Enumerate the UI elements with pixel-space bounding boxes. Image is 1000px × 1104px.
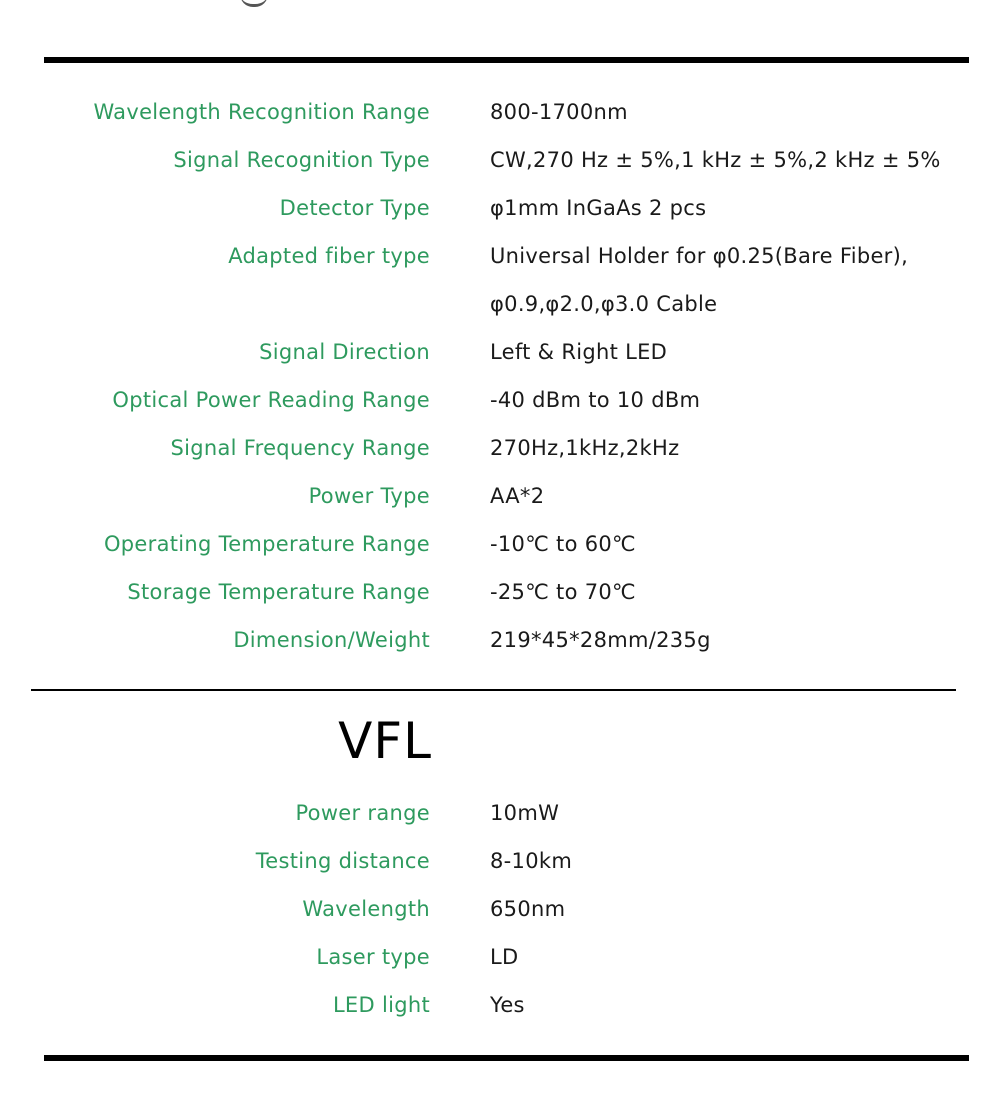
spec-value: -25℃ to 70℃	[490, 580, 636, 604]
spec-label: Optical Power Reading Range	[112, 388, 430, 412]
spec-row-signal-recognition-type	[0, 136, 1000, 184]
bottom-divider	[44, 1055, 969, 1061]
spec-label: Power Type	[308, 484, 430, 508]
spec-row-led-light	[0, 981, 1000, 1029]
spec-row-adapted-fiber-type-continued	[0, 280, 1000, 328]
spec-value: CW,270 Hz ± 5%,1 kHz ± 5%,2 kHz ± 5%	[490, 148, 941, 172]
spec-value: Left & Right LED	[490, 340, 668, 364]
spec-label: Dimension/Weight	[233, 628, 430, 652]
spec-table-vfl	[0, 789, 1000, 1029]
spec-label: Signal Direction	[259, 340, 430, 364]
spec-label: Laser type	[316, 945, 430, 969]
spec-row-signal-direction	[0, 328, 1000, 376]
spec-row-power-range	[0, 789, 1000, 837]
spec-label: Adapted fiber type	[228, 244, 430, 268]
spec-row-power-type	[0, 472, 1000, 520]
spec-row-operating-temperature-range	[0, 520, 1000, 568]
spec-value: 270Hz,1kHz,2kHz	[490, 436, 680, 460]
spec-value: 8-10km	[490, 849, 573, 873]
spec-row-wavelength-recognition-range	[0, 88, 1000, 136]
spec-row-adapted-fiber-type	[0, 232, 1000, 280]
spec-value: LD	[490, 945, 519, 969]
spec-value: 650nm	[490, 897, 566, 921]
spec-row-storage-temperature-range	[0, 568, 1000, 616]
spec-label: Wavelength Recognition Range	[93, 100, 430, 124]
spec-value: AA*2	[490, 484, 545, 508]
spec-label: Detector Type	[279, 196, 430, 220]
spec-row-detector-type	[0, 184, 1000, 232]
spec-value: -10℃ to 60℃	[490, 532, 636, 556]
spec-value: Universal Holder for φ0.25(Bare Fiber),	[490, 244, 909, 268]
spec-value: 219*45*28mm/235g	[490, 628, 711, 652]
spec-label: Signal Frequency Range	[170, 436, 430, 460]
spec-value: 10mW	[490, 801, 560, 825]
spec-value: Yes	[490, 993, 525, 1017]
spec-value: φ0.9,φ2.0,φ3.0 Cable	[490, 292, 718, 316]
spec-label: Wavelength	[302, 897, 430, 921]
spec-row-signal-frequency-range	[0, 424, 1000, 472]
spec-table-main	[0, 88, 1000, 664]
spec-row-testing-distance	[0, 837, 1000, 885]
vfl-section-title: VFL	[338, 712, 432, 770]
spec-label: Operating Temperature Range	[103, 532, 430, 556]
spec-label: Signal Recognition Type	[173, 148, 430, 172]
spec-label: LED light	[332, 993, 430, 1017]
section-divider	[31, 689, 956, 691]
spec-label: Power range	[295, 801, 430, 825]
spec-row-optical-power-reading-range	[0, 376, 1000, 424]
spec-row-wavelength	[0, 885, 1000, 933]
spec-value: 800-1700nm	[490, 100, 628, 124]
decorative-arc	[240, 0, 268, 7]
spec-label: Testing distance	[255, 849, 430, 873]
top-divider	[44, 57, 969, 63]
spec-label: Storage Temperature Range	[127, 580, 430, 604]
spec-row-laser-type	[0, 933, 1000, 981]
spec-value: -40 dBm to 10 dBm	[490, 388, 701, 412]
spec-value: φ1mm InGaAs 2 pcs	[490, 196, 707, 220]
spec-row-dimension-weight	[0, 616, 1000, 664]
